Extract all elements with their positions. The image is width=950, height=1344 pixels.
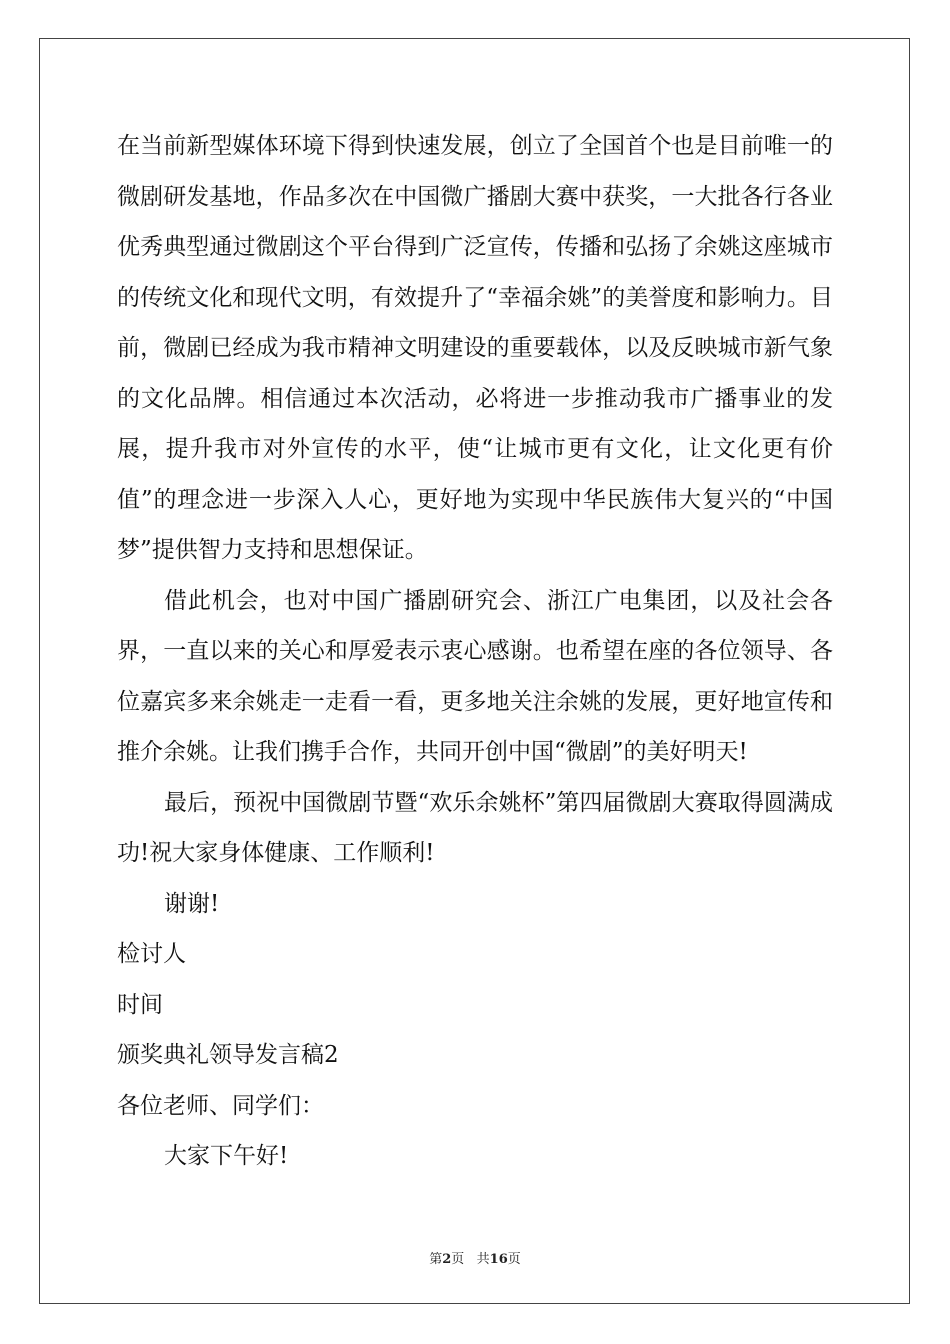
reviewer-label: 检讨人 xyxy=(117,941,186,967)
paragraph-closing-wishes: 最后，预祝中国微剧节暨“欢乐余姚杯”第四届微剧大赛取得圆满成功!祝大家身体健康、工作顺利! xyxy=(117,789,833,866)
current-page-number: 2 xyxy=(442,1252,452,1267)
document-body xyxy=(117,121,833,1182)
salutation: 各位老师、同学们： xyxy=(117,1092,324,1119)
total-pages-number: 16 xyxy=(489,1252,508,1267)
paragraph-cultural-development: 在当前新型媒体环境下得到快速发展，创立了全国首个也是目前唯一的微剧研发基地，作品多次在中国微广播剧大赛中获奖，一大批各行各业优秀典型通过微剧这个平台得到广泛宣传，传播和弘扬了余姚这座城市的传统文化和现代文明，有效提升了“幸福余姚”的美誉度和影响力。目前，微剧已经成为我市精神文明建设的重要载体，以及反映城市新气象的文化品牌。相信通过本次活动，必将进一步推动我市广播事业的发展，提升我市对外宣传的水平，使“让城市更有文化，让文化更有价值”的理念进一步深入人心，更好地为实现中华民族伟大复兴的“中国梦”提供智力支持和思想保证。 xyxy=(117,133,833,563)
section-heading: 颁奖典礼领导发言稿2 xyxy=(117,1042,339,1068)
page-mid: 页 共 xyxy=(451,1252,490,1267)
time-label: 时间 xyxy=(117,991,163,1018)
page-suffix: 页 xyxy=(507,1252,521,1267)
paragraph-thanks: 借此机会，也对中国广播剧研究会、浙江广电集团，以及社会各界，一直以来的关心和厚爱表示衷心感谢。也希望在座的各位领导、各位嘉宾多来余姚走一走看一看，更多地关注余姚的发展，更好地宣传和推介余姚。让我们携手合作，共同开创中国“微剧”的美好明天! xyxy=(117,587,833,765)
page-footer xyxy=(0,1248,950,1267)
page-prefix: 第 xyxy=(429,1252,443,1267)
greeting: 大家下午好! xyxy=(164,1143,289,1169)
paragraph-thank-you: 谢谢! xyxy=(164,890,220,917)
